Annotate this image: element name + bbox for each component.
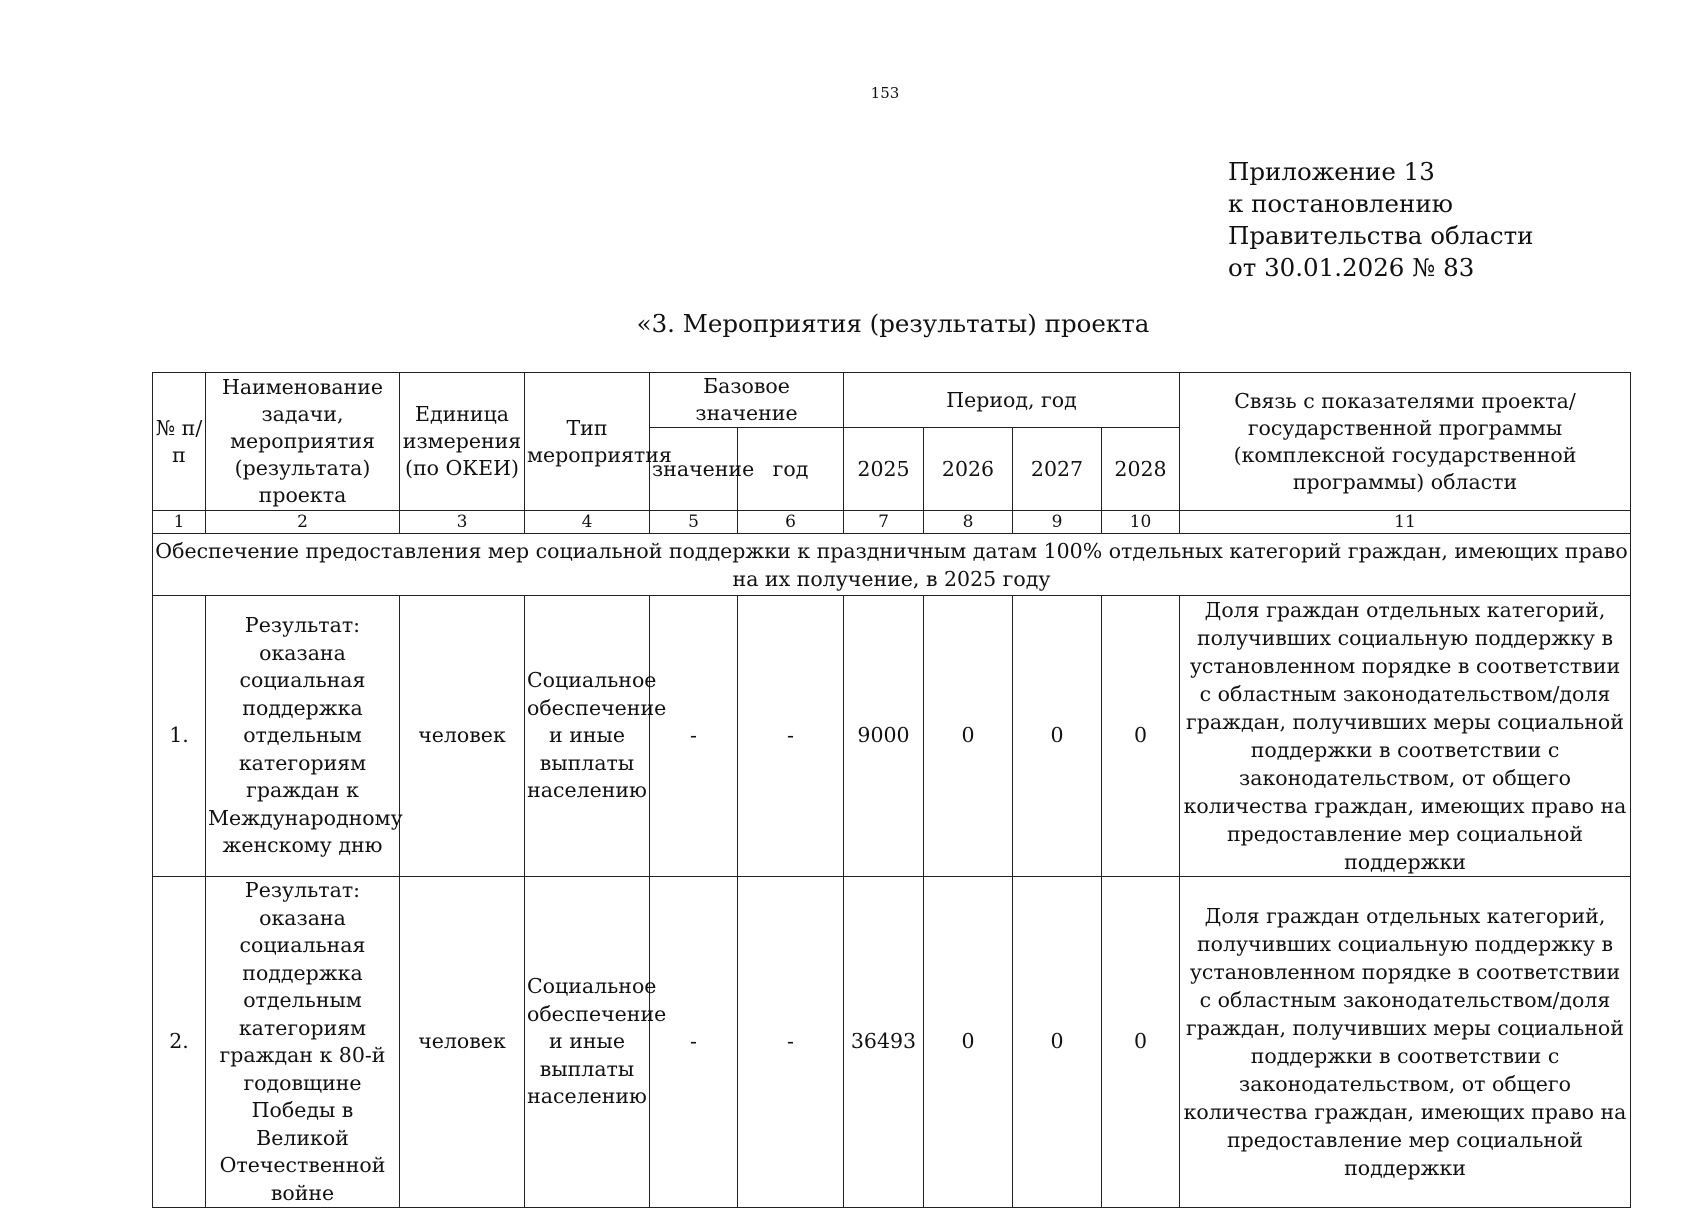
row-2028: 0 <box>1102 877 1180 1208</box>
header-year-2025: 2025 <box>844 428 924 511</box>
appendix-line: Правительства области <box>1228 221 1534 250</box>
column-number: 5 <box>650 511 738 534</box>
header-year-2028: 2028 <box>1102 428 1180 511</box>
row-num: 1. <box>153 596 206 877</box>
row-base-year: - <box>738 596 844 877</box>
header-year-2027: 2027 <box>1013 428 1102 511</box>
column-number: 6 <box>738 511 844 534</box>
column-number: 7 <box>844 511 924 534</box>
document-title: «3. Мероприятия (результаты) проекта <box>636 309 1150 338</box>
header-period: Период, год <box>844 373 1180 428</box>
row-base-value: - <box>650 596 738 877</box>
table-row <box>153 877 1631 1208</box>
column-number: 2 <box>206 511 400 534</box>
column-number: 8 <box>924 511 1013 534</box>
column-number: 3 <box>400 511 525 534</box>
column-number: 9 <box>1013 511 1102 534</box>
row-2026: 0 <box>924 596 1013 877</box>
header-name: Наименование задачи, мероприятия (результата) проекта <box>206 373 400 511</box>
row-num: 2. <box>153 877 206 1208</box>
appendix-date: от 30.01.2026 № 83 <box>1228 253 1475 282</box>
column-number: 4 <box>525 511 650 534</box>
column-number: 11 <box>1180 511 1631 534</box>
row-base-year: - <box>738 877 844 1208</box>
header-base-year: год <box>738 428 844 511</box>
section-heading: Обеспечение предоставления мер социальной поддержки к праздничным датам 100% отдельных категорий граждан, имеющих право на их получение, в 2025 году <box>153 534 1631 596</box>
row-base-value: - <box>650 877 738 1208</box>
row-2027: 0 <box>1013 877 1102 1208</box>
row-2025: 9000 <box>844 596 924 877</box>
row-type: Социальное обеспечение и иные выплаты населению <box>525 877 650 1208</box>
header-unit: Единица измерения (по ОКЕИ) <box>400 373 525 511</box>
appendix-line: к постановлению <box>1228 189 1453 218</box>
row-unit: человек <box>400 596 525 877</box>
row-type: Социальное обеспечение и иные выплаты населению <box>525 596 650 877</box>
results-table <box>152 372 1631 1208</box>
row-unit: человек <box>400 877 525 1208</box>
header-link: Связь с показателями проекта/государственной программы (комплексной государственной программы) области <box>1180 373 1631 511</box>
page-number: 153 <box>870 84 900 102</box>
row-name: Результат: оказана социальная поддержка отдельным категориям граждан к Международному женскому дню <box>206 596 400 877</box>
appendix-block <box>1228 156 1533 284</box>
header-base-value: значение <box>650 428 738 511</box>
header-type: Тип мероприятия <box>525 373 650 511</box>
row-link: Доля граждан отдельных категорий, получивших социальную поддержку в установленном порядке в соответствии с областным законодательством/доля граждан, получивших меры социальной поддержки в соответствии с законодательством, от общего количества граждан, имеющих право на предоставление мер социальной поддержки <box>1180 877 1631 1208</box>
table-row <box>153 596 1631 877</box>
row-2025: 36493 <box>844 877 924 1208</box>
header-year-2026: 2026 <box>924 428 1013 511</box>
header-base: Базовое значение <box>650 373 844 428</box>
row-name: Результат: оказана социальная поддержка отдельным категориям граждан к 80-й годовщине Победы в Великой Отечественной войне <box>206 877 400 1208</box>
row-2027: 0 <box>1013 596 1102 877</box>
header-num: № п/п <box>153 373 206 511</box>
column-number: 1 <box>153 511 206 534</box>
row-link: Доля граждан отдельных категорий, получивших социальную поддержку в установленном порядке в соответствии с областным законодательством/доля граждан, получивших меры социальной поддержки в соответствии с законодательством, от общего количества граждан, имеющих право на предоставление мер социальной поддержки <box>1180 596 1631 877</box>
row-2026: 0 <box>924 877 1013 1208</box>
column-number: 10 <box>1102 511 1180 534</box>
row-2028: 0 <box>1102 596 1180 877</box>
appendix-line: Приложение 13 <box>1228 157 1435 186</box>
